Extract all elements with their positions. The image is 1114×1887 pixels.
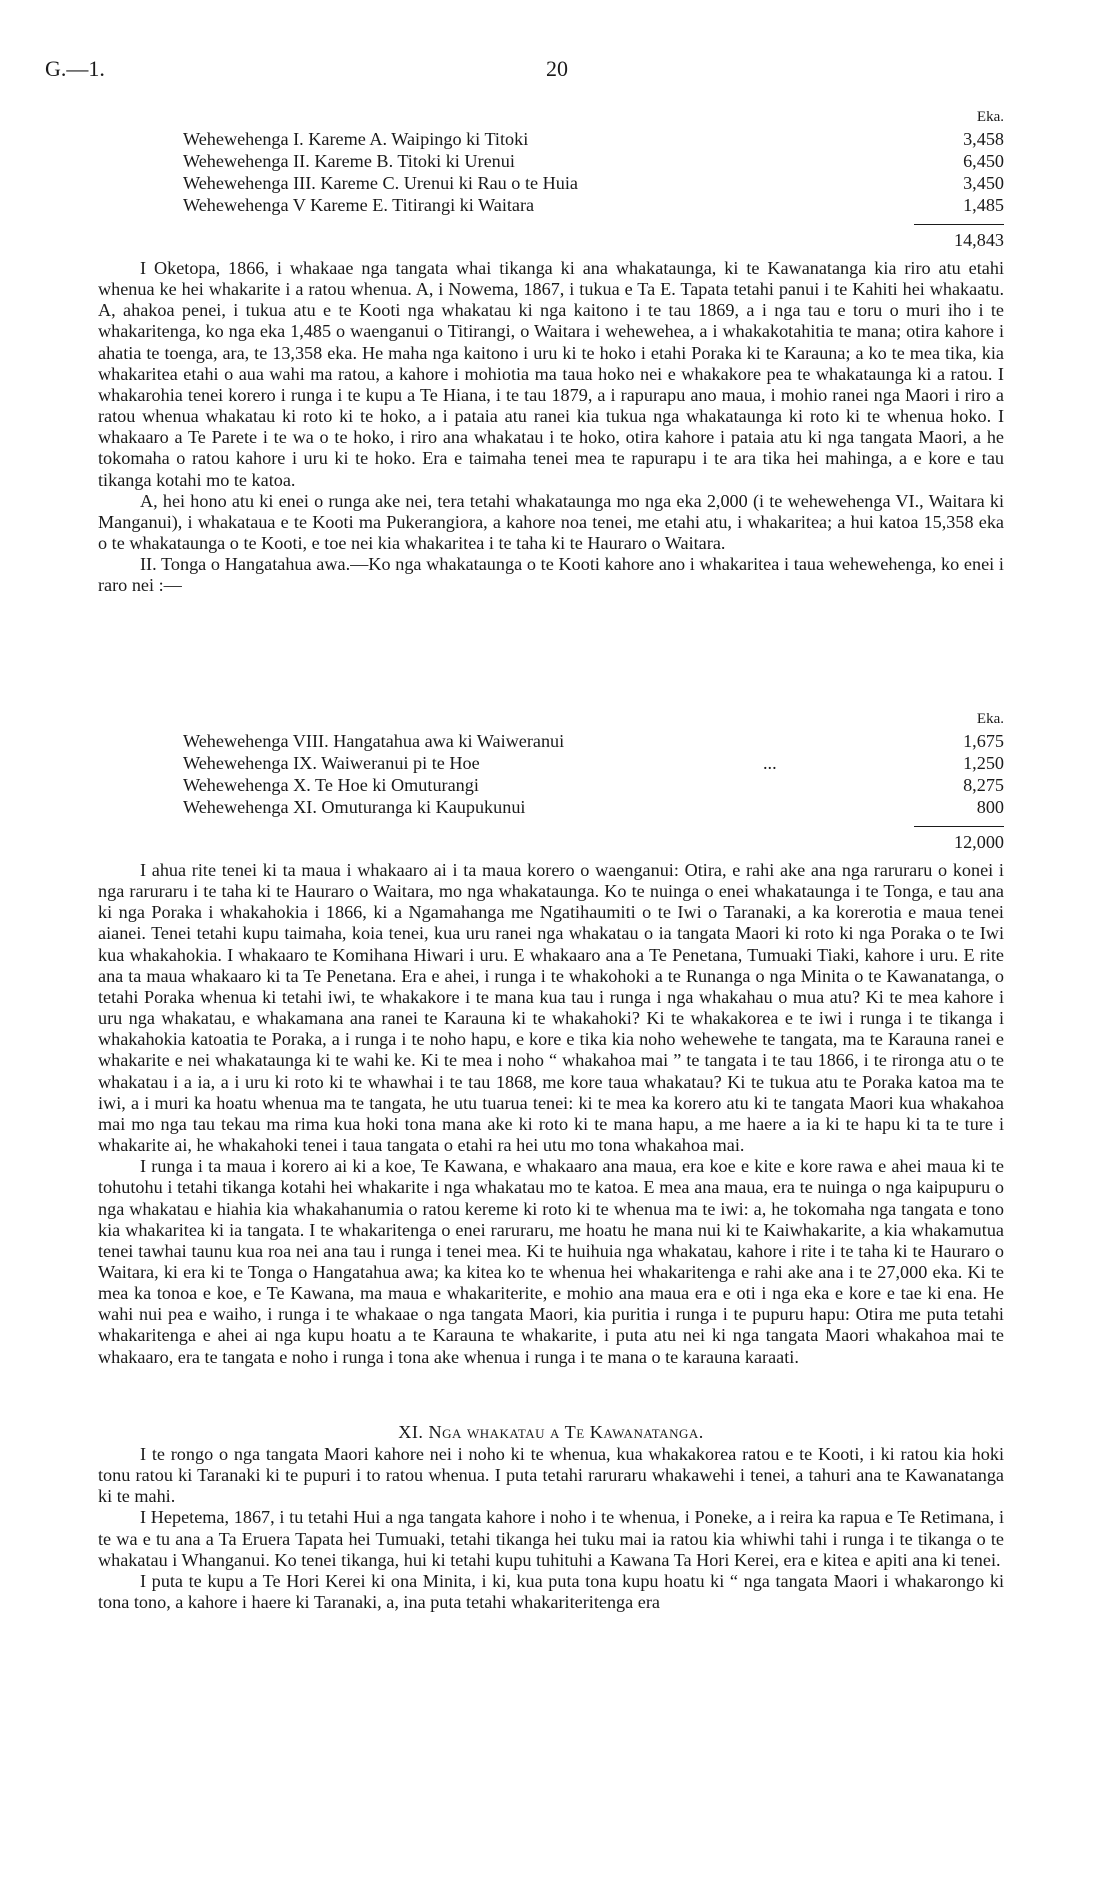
row-label: Wehewehenga V Kareme E. Titirangi ki Waitara (183, 195, 535, 215)
paragraph: A, hei hono atu ki enei o runga ake nei, tera tetahi whakataunga mo nga eka 2,000 (i te wehewehenga VI., Waitara ki Manganui), i whakataua e te Kooti ma Pukerangiora, a kahore noa tenei, me etahi atu, i whakaritea; a hui katoa 15,358 eka o te whakataunga o te Kooti, e toe nei kia whakaritea i te taha ki te Hauraro o Waitara. (98, 490, 1004, 554)
table-total: 12,000 (953, 832, 1004, 852)
row-value: 6,450 (963, 151, 1004, 171)
row-value: 8,275 (963, 775, 1004, 795)
paragraph: I ahua rite tenei ki ta maua i whakaaro ai i ta maua korero o waenganui: Otira, e rahi ake ana nga raruraru o konei i nga raruraru i te taha ki te Hauraro o Waitara, mo nga whakataunga. Ko te nuinga o enei whakataunga i te Tonga, e tau ana ki nga Poraka i whakahokia i 1866, ki a Ngamahanga me Ngatihaumiti o te Iwi o Taranaki, a ka korerotia e maua tenei aianei. Tenei tetahi kupu taimaha, koia tenei, kua uru ranei nga whakatau o ia tangata Maori ki roto ki nga Poraka o te Iwi kua whakahokia. I whakaaro te Komihana Hiwari i uru. E whakaaro ana a Te Penetana, Tumuaki Tiaki, kahore i uru. E rite ana ta maua whakaaro ki ta Te Penetana. Era e ahei, i runga i te whakohoki a te Runanga o nga Minita o te Kawanatanga, o tetahi Poraka whenua ki tetahi iwi, te whakakore i te mana kua tau i runga i nga whakahau o mua atu? Ki te mea kahore i uru nga whakatau, e whakamana ana ranei te Karauna ki te whakahoki? Ki te whakakorea e te iwi i runga i te tikanga i whakahokia katoatia te Poraka, a i runga i te noho hapu, e kore e tika kia noho wehewehe te tangata, ma te Karauna ranei e whakarite e nei whakataunga ki te wahi ke. Ki te mea i noho “ whakahoa mai ” te tangata i te tau 1866, i te rironga atu o te whakatau i a ia, a i uru ki roto ki te whawhai i te tau 1868, me kore taua whakatau? Ki te tukua atu te Poraka katoa ma te iwi, a i muri ka hoatu whenua ma te tangata, he utu tuarua tenei: ki te mea ka korero atu ki te tangata Maori kua whakahoa mai mo nga tau tekau ma rima kua hoki tona mana ake ki roto ki te mana hapu, a me haere a ia ki te hapu ki ta te ture i whakarite ai, he whakahoki tenei i taua tangata o etahi ra hei utu mo tona whakahoa mai. (98, 860, 1004, 1156)
paragraph: I te rongo o nga tangata Maori kahore nei i noho ki te whenua, kua whakakorea ratou e te Kooti, i ki ratou kia hoki tonu ratou ki Taranaki ki te pupuri i to ratou whenua. I puta tetahi raruraru whakawehi i tenei, a tahuri ana te Kawanatanga ki te mahi. (98, 1444, 1004, 1507)
row-value: 1,485 (963, 195, 1004, 215)
unit-label: Eka. (976, 711, 1004, 727)
row-value: 1,675 (963, 731, 1004, 751)
table-row (98, 128, 1004, 150)
section-heading (98, 1420, 1004, 1444)
paragraph: I runga i ta maua i korero ai ki a koe, Te Kawana, e whakaaro ana maua, era koe e kite e kore rawa e ahei maua ki te tohutohu i tetahi tikanga kotahi hei whakarite i nga whakatau mo te katoa. E mea ana maua, era te nuinga o nga kaipupuru o nga whakatau e hiahia kia whakahanumia o ratou kereme ki roto ki te whenua ma te iwi: a, he tokomaha nga tangata e tono kia whakaritea ki ia tangata. I te whakaritenga o enei raruraru, me hoatu he mana nui ki te Kaiwhakarite, a kia whakamutua tenei tawhai taunu kua roa nei ana tau i runga i tenei mea. Ki te huihuia nga whakatau, kahore i rite i te taha ki te Hauraro o Waitara, ki era ki te Tonga o Hangatahua awa; ka kitea ko te whenua hei whakaritenga e rahi ake ana i te 27,000 eka. Ki te mea ka tonoa e koe, e Te Kawana, ma maua e whakariterite, e mohio ana maua era e oti i nga eka e kore e tae ki ena. He wahi nui pea e waiho, i runga i te whakaae o nga tangata Maori, kia puritia i runga i te pupuru hapu: Otira me puta tetahi whakaritenga e ahei ai nga kupu hoatu a te Karauna te whakarite, i puta atu nei ki nga tangata Maori whakahoa mai te whakaaro, era te tangata e noho i runga i tona ake whenua i runga i te mana o te karauna karaati. (98, 1156, 1004, 1367)
row-label: Wehewehenga II. Kareme B. Titoki ki Urenui (183, 151, 515, 171)
paragraph: II. Tonga o Hangatahua awa.—Ko nga whakataunga o te Kooti kahore ano i whakaritea i taua wehewehenga, ko enei i raro nei :— (98, 554, 1004, 596)
row-label: Wehewehenga IX. Waiweranui pi te Hoe (183, 753, 480, 773)
table-row (98, 774, 1004, 796)
table-row (98, 150, 1004, 172)
row-value: 1,250 (963, 753, 1004, 773)
body-block-3 (98, 1420, 1004, 1613)
paragraph: I Hepetema, 1867, i tu tetahi Hui a nga tangata kahore i noho i te whenua, i Poneke, a i reira ka rapua e Te Retimana, i te wa e tu ana a Ta Eruera Tapata hei Tumuaki, tetahi tikanga hei tuku mai ia ratou kia whiwhi tahi i runga i te tikanga o te whakatau i Whanganui. Ko tenei tikanga, hui ki tetahi kupu tuhituhi a Kawana Ta Hori Kerei, era e kitea e apiti ana ki tenei. (98, 1507, 1004, 1570)
paragraph: I puta te kupu a Te Hori Kerei ki ona Minita, i ki, kua puta tona kupu hoatu ki “ nga tangata Maori i whakarongo ki tona tono, a kahore i haere ki Taranaki, a, ina puta tetahi whakariteritenga era (98, 1570, 1004, 1613)
section-number: XI. (398, 1422, 424, 1442)
table-total: 14,843 (953, 230, 1004, 250)
paragraph: I Oketopa, 1866, i whakaae nga tangata whai tikanga ki ana whakataunga, ki te Kawanatanga kia riro atu etahi whenua ke hei whakarite i a ratou whenua. A, i Nowema, 1867, i tukua e Ta E. Tapata tetahi panui i te Kahiti hei whakaatu. A, ahakoa penei, i tukua atu e te Kooti nga whakatau ki nga kaitono i te tau 1869, a i nga tau e toru o muri iho i te whakaritenga, ko nga eka 1,485 o waenganui o Titirangi, o Waitara i wehewehea, a i whakakotahitia te mana; otira kahore i ahatia te toenga, ara, te 13,358 eka. He maha nga kaitono i uru ki te hoko i etahi Poraka ki te Karauna; a ko te mea tika, kia whakaritea etahi o aua wahi ma ratou, a kahore i mohiotia ma taua hoko nei e whakakore pea te whakataunga ki a ratou. I whakarohia tenei korero i runga i te kupu a Te Hiana, i te tau 1879, a i rapurapu ano maua, i mohio ranei nga Maori i riro a ratou whenua whakatau ki roto ki te hoko, a i pataia atu ranei kia tukua nga whakataunga ki roto ki te whenua hoko. I whakaaro a Te Parete i te wa o te hoko, i riro ana whakatau i te hoko, otira kahore i pataia atu ki nga tangata Maori, a he tokomaha o ratou kahore i uru ki te hoko. Era e taimaha tenei mea te rapurapu i te ara tika hei mahinga, a e kore e tau tikanga kotahi mo te katoa. (98, 258, 1004, 490)
row-label: Wehewehenga III. Kareme C. Urenui ki Rau o te Huia (183, 173, 578, 193)
table-row (98, 796, 1004, 818)
body-block-1 (98, 258, 1004, 597)
acreage-table-north (98, 106, 1004, 254)
leader-dots: ... (763, 753, 777, 773)
row-label: Wehewehenga VIII. Hangatahua awa ki Waiweranui (183, 731, 565, 751)
row-label: Wehewehenga X. Te Hoe ki Omuturangi (183, 775, 479, 795)
table-row (98, 730, 1004, 752)
row-label: Wehewehenga I. Kareme A. Waipingo ki Titoki (183, 129, 529, 149)
page-number: 20 (546, 56, 568, 81)
table-row (98, 752, 1004, 774)
section-title: Nga whakatau a Te Kawanatanga. (428, 1422, 704, 1442)
table-row (98, 172, 1004, 194)
unit-label: Eka. (976, 109, 1004, 125)
acreage-table-south (98, 708, 1004, 856)
row-value: 800 (976, 797, 1004, 817)
row-value: 3,458 (963, 129, 1004, 149)
body-block-2 (98, 860, 1004, 1368)
document-reference: G.—1. (45, 56, 105, 81)
table-row (98, 194, 1004, 216)
row-label: Wehewehenga XI. Omuturanga ki Kaupukunui (183, 797, 526, 817)
row-value: 3,450 (963, 173, 1004, 193)
